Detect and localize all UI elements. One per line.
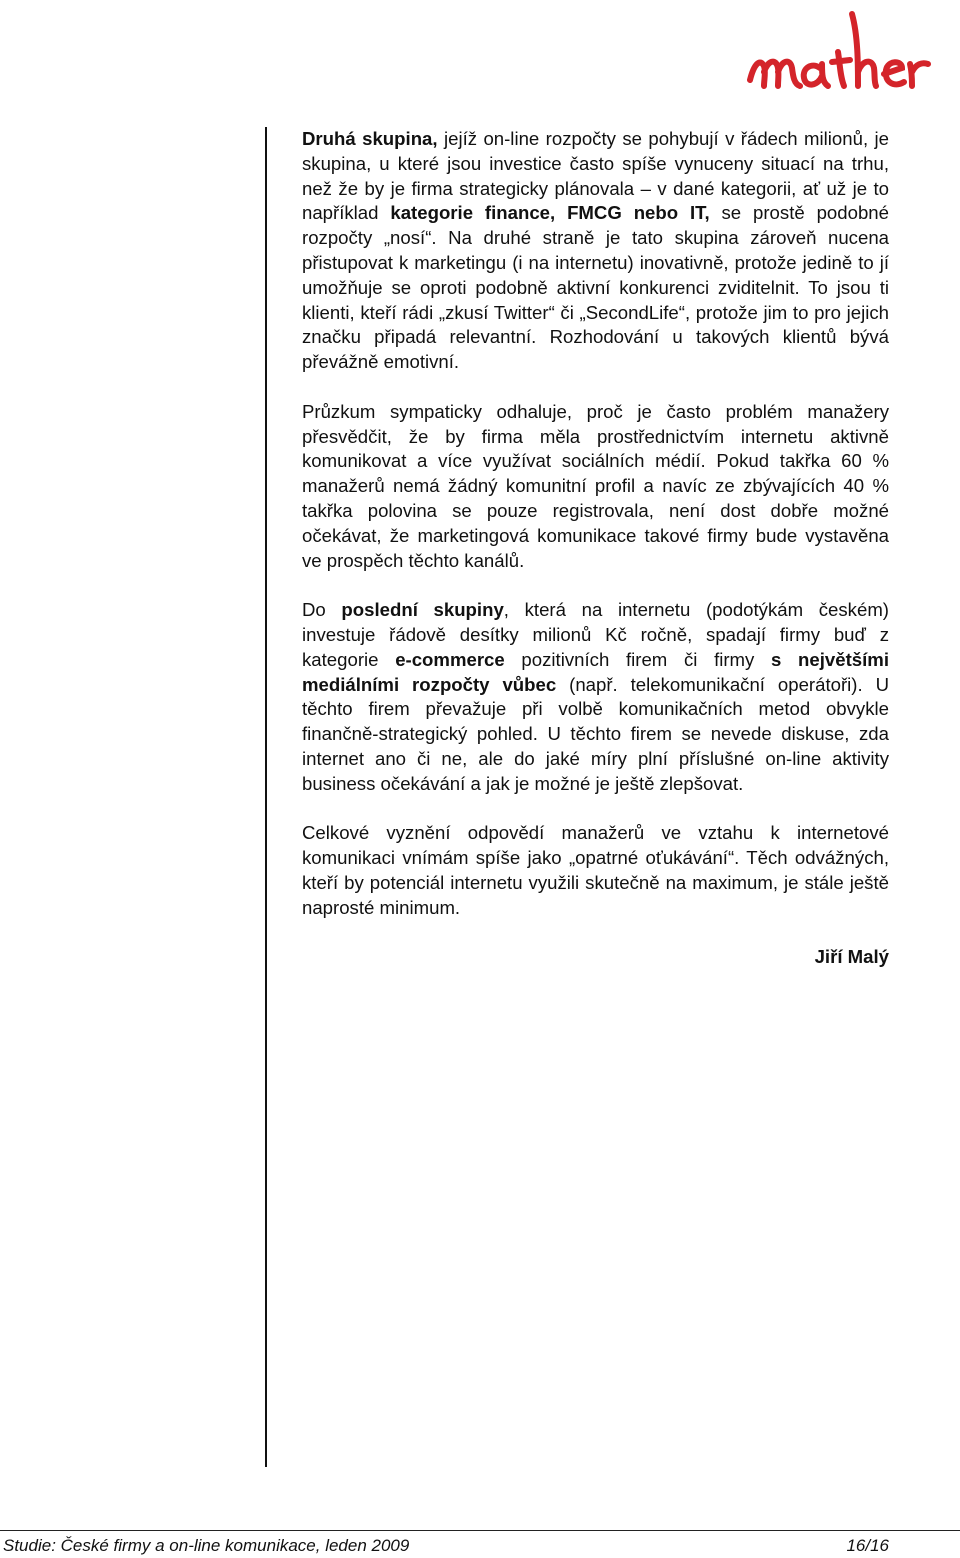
text-span: pozitivních firem či firmy: [504, 648, 772, 670]
bold-text: s největšími mediálními rozpočty vůbec: [302, 648, 889, 695]
bold-text: Druhá skupina,: [302, 128, 438, 149]
bold-text: e-commerce: [395, 648, 505, 670]
paragraph: [302, 821, 889, 920]
text-span: jejíž on-line rozpočty se pohybují v řádech milionů, je skupina, u které jsou investice často spíše vynuceny situací na trhu, než že by je firma strategicky plánovala – v dané kategorii, ať už je to například: [302, 128, 889, 224]
page-footer: [0, 1530, 960, 1558]
text-span: Celkové vyznění odpovědí manažerů ve vztahu k internetové komunikaci vnímám spíše jako „opatrné oťukávání“. Těch odvážných, kteří by potenciál internetu využili skutečně na maximum, je stále ještě naprosté minimum.: [302, 822, 889, 918]
text-span: Do: [302, 599, 342, 621]
article-body: [302, 127, 889, 970]
paragraph: [302, 400, 889, 574]
footer-divider: [0, 1530, 960, 1531]
author-signature: Jiří Malý: [814, 946, 889, 968]
footer-document-title: Studie: České firmy a on-line komunikace, leden 2009: [3, 1536, 410, 1555]
text-span: (např. telekomunikační operátoři). U těchto firem převažuje při volbě komunikačních metod obvykle finančně-strategický pohled. U těchto firem se nevede diskuse, zda internet ano či ne, ale do jaké míry plní příslušné on-line aktivity business očekávání a jak je možné je ještě zlepšovat.: [302, 673, 889, 794]
text-span: se prostě podobné rozpočty „nosí“. Na druhé straně je tato skupina zároveň nucena přistupovat k marketingu (i na internetu) inovativně, protože jedině to jí umožňuje se oproti podobně aktivní konkurenci zviditelnit. To jsou ti klienti, kteří rádi „zkusí Twitter“ či „SecondLife“, protože jim to pro jejich značku připadá relevantní. Rozhodování u takových klientů bývá převážně emotivní.: [302, 202, 889, 373]
page-number: 16/16: [846, 1536, 889, 1555]
mather-logo: [742, 6, 932, 102]
bold-text: kategorie finance, FMCG nebo IT,: [390, 202, 710, 224]
paragraph: [302, 598, 889, 796]
bold-text: poslední skupiny: [341, 599, 504, 621]
paragraph: [302, 127, 889, 375]
mather-logo-mark: [742, 6, 932, 102]
text-span: , která na internetu (podotýkám českém) investuje řádově desítky milionů Kč ročně, spadají firmy buď z kategorie: [302, 599, 890, 670]
vertical-margin-rule: [265, 127, 267, 1467]
text-span: Průzkum sympaticky odhaluje, proč je často problém manažery přesvědčit, že by firma měla prostřednictvím internetu aktivně komunikovat a více využívat sociálních médií. Pokud takřka 60 % manažerů nemá žádný komunitní profil a navíc ze zbývajících 40 % takřka polovina se pouze registrovala, není dost dobře možné očekávat, že marketingová komunikace takové firmy bude vystavěna ve prospěch těchto kanálů.: [302, 400, 889, 571]
